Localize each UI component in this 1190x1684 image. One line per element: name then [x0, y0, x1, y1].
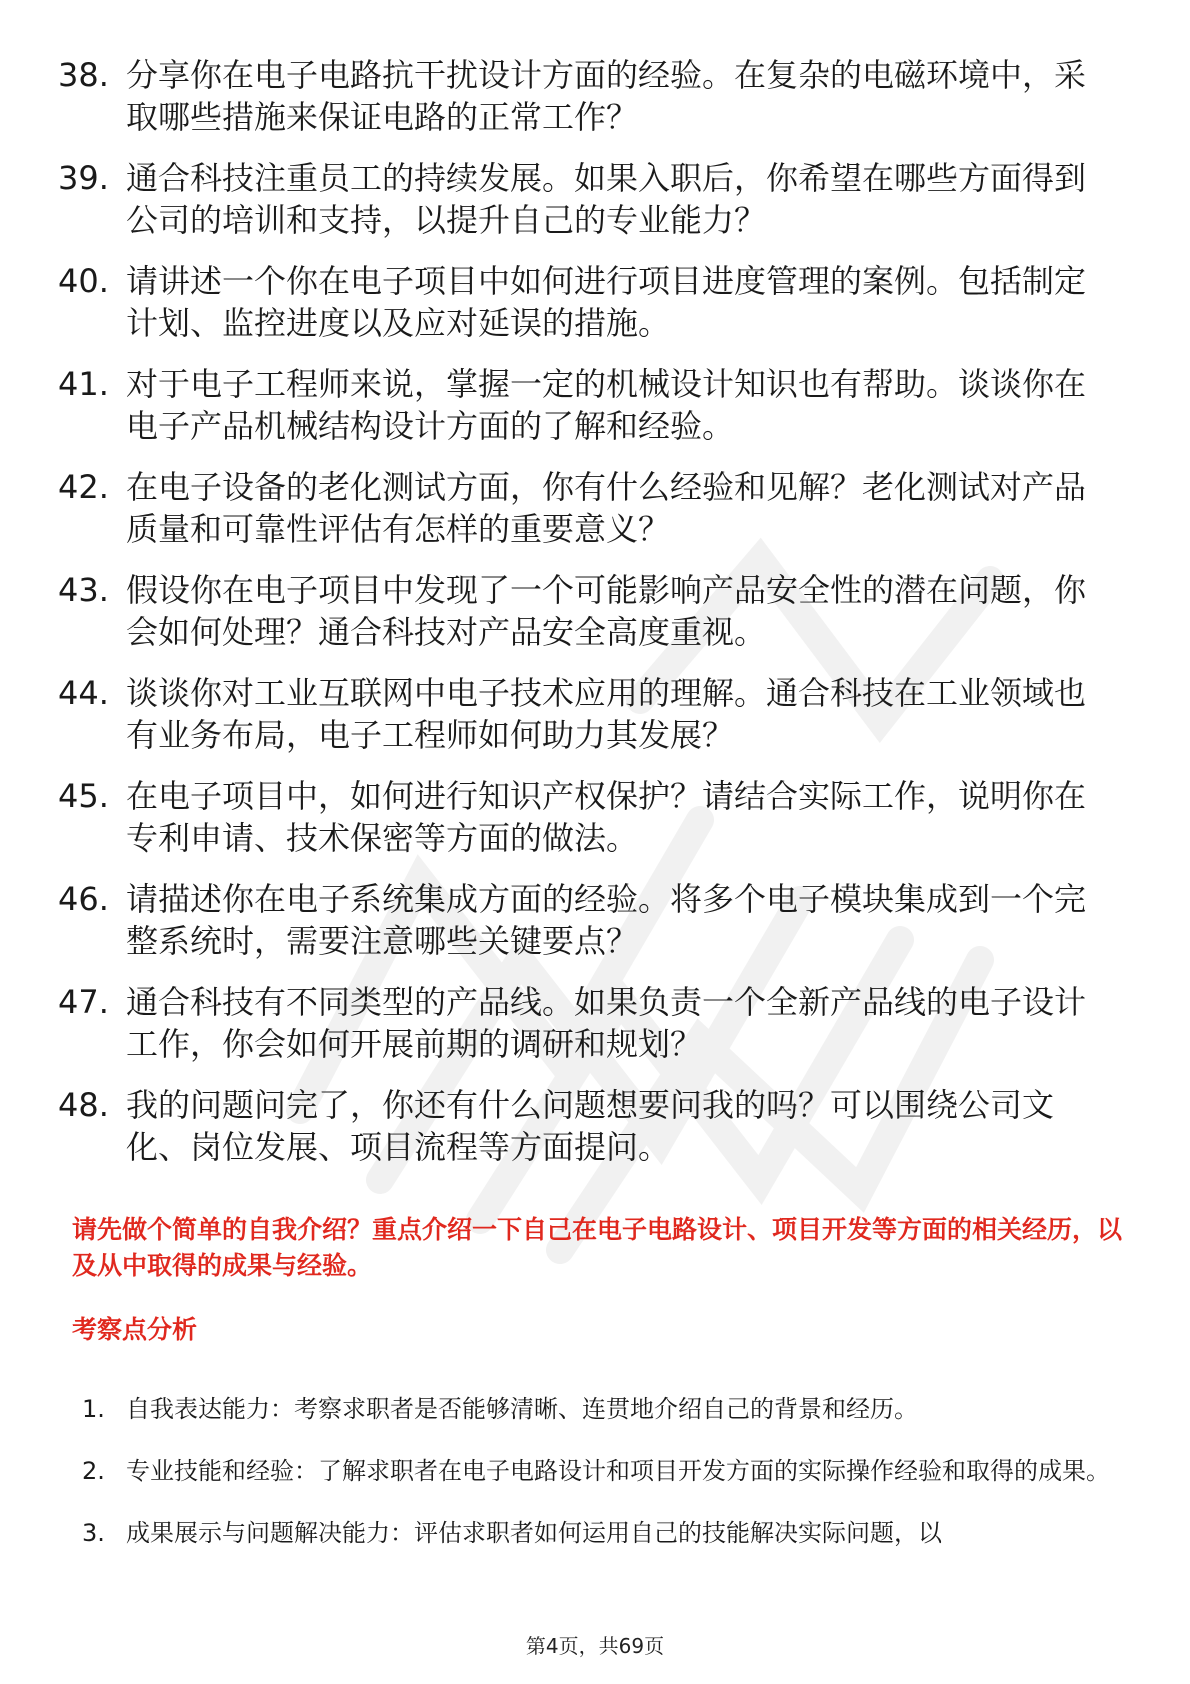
question-item [58, 157, 1138, 241]
analysis-text: 成果展示与问题解决能力：评估求职者如何运用自己的技能解决实际问题，以 [126, 1519, 942, 1547]
question-text: 请讲述一个你在电子项目中如何进行项目进度管理的案例。包括制定计划、监控进度以及应对延误的措施。 [126, 262, 1087, 342]
question-item [58, 672, 1138, 756]
question-item [58, 260, 1138, 344]
question-item [58, 54, 1138, 138]
question-text: 对于电子工程师来说，掌握一定的机械设计知识也有帮助。谈谈你在电子产品机械结构设计方面的了解和经验。 [126, 365, 1087, 445]
analysis-item [82, 1442, 1122, 1500]
question-item [58, 569, 1138, 653]
question-item [58, 981, 1138, 1065]
question-item [58, 878, 1138, 962]
question-number: 43. [58, 571, 109, 609]
question-text: 假设你在电子项目中发现了一个可能影响产品安全性的潜在问题，你会如何处理？通合科技对产品安全高度重视。 [126, 571, 1087, 651]
question-text: 在电子项目中，如何进行知识产权保护？请结合实际工作，说明你在专利申请、技术保密等方面的做法。 [126, 777, 1087, 857]
analysis-list [82, 1380, 1122, 1566]
question-item [58, 775, 1138, 859]
question-text: 在电子设备的老化测试方面，你有什么经验和见解？老化测试对产品质量和可靠性评估有怎样的重要意义？ [126, 468, 1087, 548]
analysis-number: 3. [82, 1519, 105, 1547]
question-number: 38. [58, 56, 109, 94]
analysis-item [82, 1504, 1122, 1562]
question-number: 40. [58, 262, 109, 300]
highlight-question: 请先做个简单的自我介绍？重点介绍一下自己在电子电路设计、项目开发等方面的相关经历，以及从中取得的成果与经验。 [72, 1215, 1123, 1280]
question-text: 通合科技注重员工的持续发展。如果入职后，你希望在哪些方面得到公司的培训和支持，以提升自己的专业能力？ [126, 159, 1087, 239]
question-number: 46. [58, 880, 109, 918]
question-text: 通合科技有不同类型的产品线。如果负责一个全新产品线的电子设计工作，你会如何开展前期的调研和规划？ [126, 983, 1087, 1063]
question-number: 45. [58, 777, 109, 815]
question-text: 请描述你在电子系统集成方面的经验。将多个电子模块集成到一个完整系统时，需要注意哪些关键要点？ [126, 880, 1087, 960]
question-item [58, 1084, 1138, 1168]
analysis-number: 1. [82, 1395, 105, 1423]
question-text: 我的问题问完了，你还有什么问题想要问我的吗？可以围绕公司文化、岗位发展、项目流程等方面提问。 [126, 1086, 1055, 1166]
question-number: 47. [58, 983, 109, 1021]
analysis-item [82, 1380, 1122, 1438]
analysis-heading: 考察点分析 [72, 1315, 198, 1344]
question-number: 41. [58, 365, 109, 403]
analysis-text: 专业技能和经验：了解求职者在电子电路设计和项目开发方面的实际操作经验和取得的成果。 [126, 1457, 1110, 1485]
analysis-number: 2. [82, 1457, 105, 1485]
question-number: 42. [58, 468, 109, 506]
question-number: 39. [58, 159, 109, 197]
question-item [58, 466, 1138, 550]
question-number: 48. [58, 1086, 109, 1124]
page-footer: 第4页，共69页 [525, 1634, 665, 1658]
analysis-text: 自我表达能力：考察求职者是否能够清晰、连贯地介绍自己的背景和经历。 [126, 1395, 918, 1423]
question-number: 44. [58, 674, 109, 712]
question-text: 谈谈你对工业互联网中电子技术应用的理解。通合科技在工业领域也有业务布局，电子工程师如何助力其发展？ [126, 674, 1087, 754]
question-list [58, 54, 1138, 1187]
question-item [58, 363, 1138, 447]
question-text: 分享你在电子电路抗干扰设计方面的经验。在复杂的电磁环境中，采取哪些措施来保证电路的正常工作？ [126, 56, 1087, 136]
